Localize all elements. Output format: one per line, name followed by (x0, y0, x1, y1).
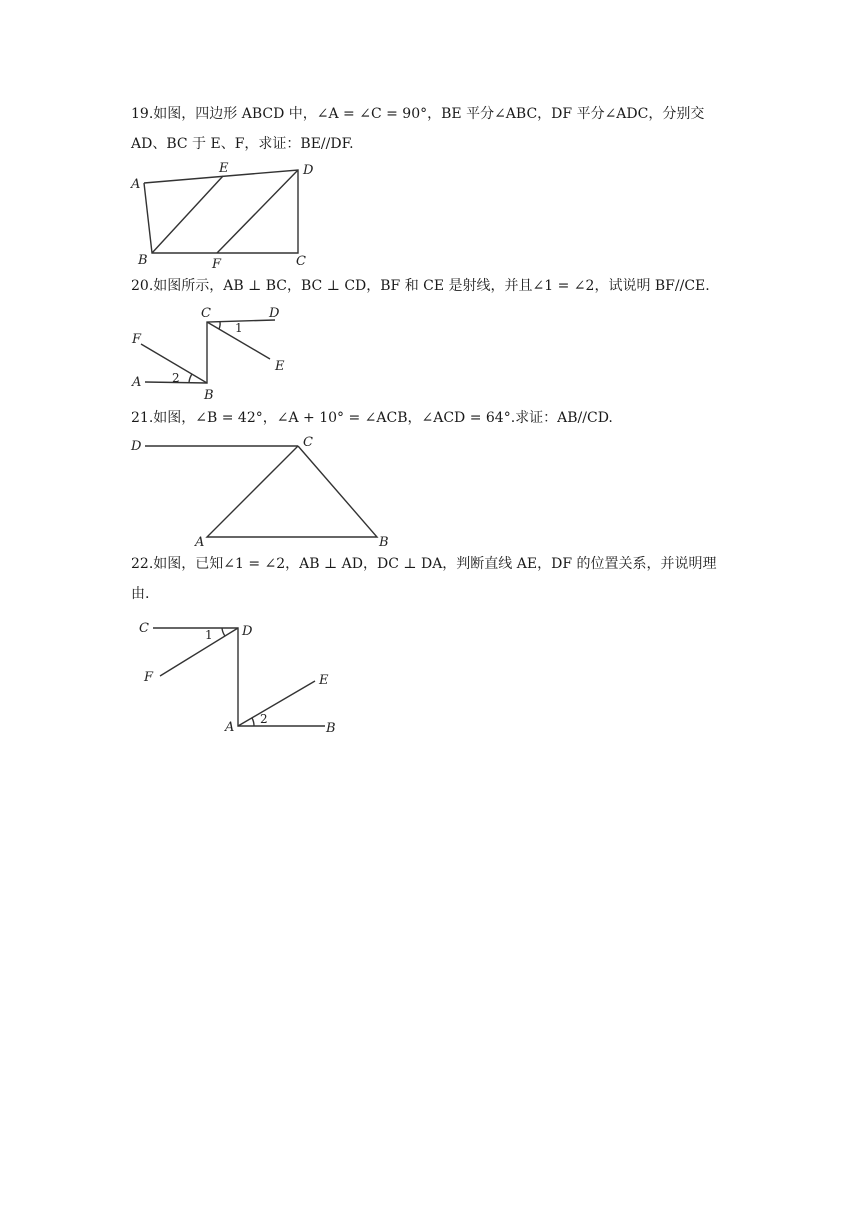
q19-label-d: D (303, 163, 314, 178)
q20-label-d: D (269, 306, 280, 321)
q20-angle2-arc (189, 374, 192, 383)
q19-quadrilateral (144, 170, 298, 253)
q19-segment-be (152, 176, 223, 253)
q22-label-f: F (144, 670, 154, 685)
q19-label-b: B (138, 253, 148, 268)
q19-label-c: C (296, 254, 306, 269)
q20-angle1-arc (219, 322, 220, 329)
q22-label-c: C (139, 621, 149, 636)
q22-line2: 由. (131, 586, 150, 602)
q20-label-e: E (275, 359, 285, 374)
q21-label-d: D (131, 439, 142, 454)
q22-label-a: A (225, 720, 235, 735)
q22-line1: 22.如图，已知∠1 = ∠2，AB ⊥ AD，DC ⊥ DA，判断直线 AE，DF 的位置关系，并说明理 (131, 556, 717, 572)
q20-label-b: B (204, 388, 214, 403)
q22-label-b: B (326, 721, 336, 736)
q22-angle1-label: 1 (205, 628, 213, 642)
q19-segment-df (217, 170, 298, 253)
q20-angle2-label: 2 (172, 371, 180, 385)
q20-label-f: F (132, 332, 142, 347)
q19-label-f: F (212, 257, 222, 272)
q22-angle2-arc (252, 718, 254, 726)
q21-triangle (207, 446, 377, 537)
q21-line1: 21.如图，∠B = 42°，∠A + 10° = ∠ACB，∠ACD = 64°.求证：AB//CD. (131, 410, 613, 426)
q20-angle1-label: 1 (235, 321, 243, 335)
q19-figure (125, 158, 325, 273)
q20-label-c: C (201, 306, 211, 321)
q19-label-e: E (219, 161, 229, 176)
q19-line2: AD、BC 于 E、F，求证：BE//DF. (131, 136, 354, 152)
q20-line1: 20.如图所示，AB ⊥ BC，BC ⊥ CD，BF 和 CE 是射线，并且∠1 = ∠2，试说明 BF//CE. (131, 278, 710, 294)
q19-line1: 19.如图，四边形 ABCD 中，∠A = ∠C = 90°，BE 平分∠ABC，DF 平分∠ADC，分别交 (131, 106, 705, 122)
q21-label-c: C (303, 435, 313, 450)
q22-label-e: E (319, 673, 329, 688)
q20-label-a: A (132, 375, 142, 390)
q22-ray-df (160, 628, 238, 676)
q22-label-d: D (242, 624, 253, 639)
q22-polyline-cdab (153, 628, 325, 726)
q20-polyline-abcd (145, 320, 275, 383)
q19-label-a: A (131, 177, 141, 192)
q22-figure (125, 615, 345, 737)
q21-figure (125, 432, 395, 550)
q21-label-a: A (195, 535, 205, 550)
q20-figure (125, 302, 300, 402)
q21-label-b: B (379, 535, 389, 550)
q22-angle2-label: 2 (260, 712, 268, 726)
q22-ray-ae (238, 681, 315, 726)
q22-angle1-arc (222, 628, 225, 636)
